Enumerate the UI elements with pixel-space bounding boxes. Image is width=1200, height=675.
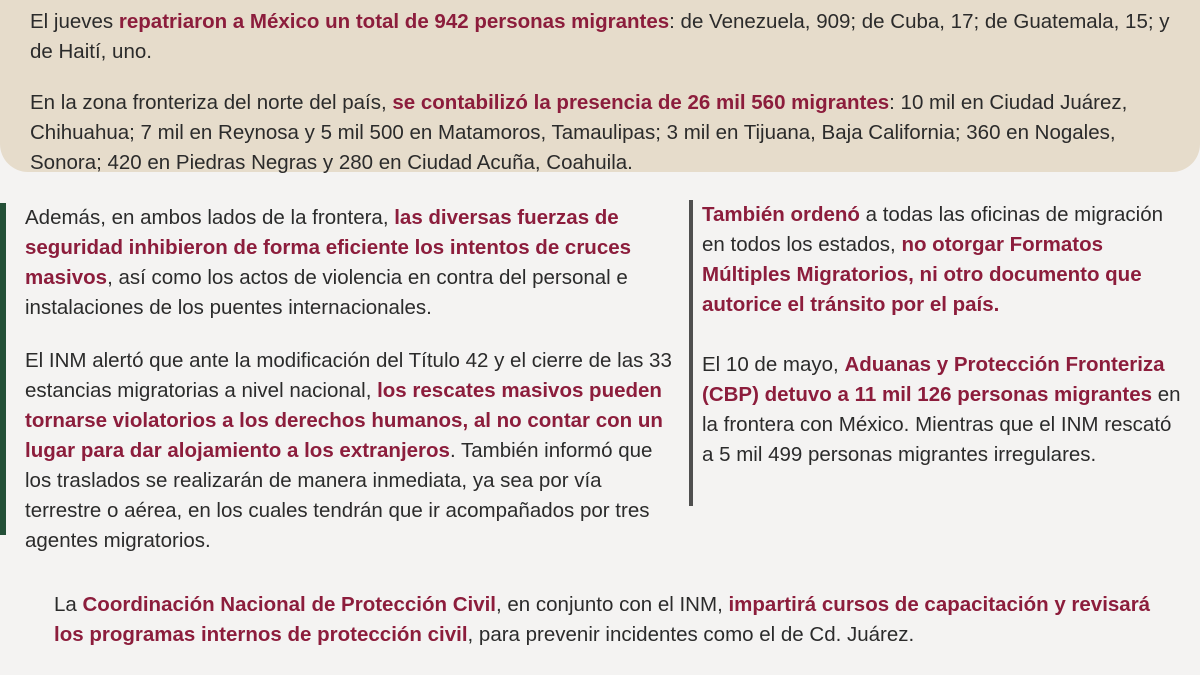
text: El INM alertó que ante la modificación del Título 42 y el cierre de las 33 estancias migratorias a nivel nacional, <box>25 349 672 402</box>
highlight-text: También ordenó <box>702 203 860 226</box>
text: La <box>54 593 83 616</box>
text: El 10 de mayo, <box>702 353 845 376</box>
text: Además, en ambos lados de la frontera, <box>25 206 395 229</box>
highlight-text: repatriaron a México un total de 942 personas migrantes <box>118 10 670 33</box>
text: El jueves <box>30 10 119 33</box>
highlight-text: Coordinación Nacional de Protección Civil <box>82 593 496 616</box>
text: , así como los actos de violencia en contra del personal e instalaciones de los puentes internacionales. <box>25 266 628 319</box>
right-accent-bar <box>689 200 693 506</box>
text: . También informó que los traslados se realizarán de manera inmediata, ya sea por vía terrestre o aérea, en los cuales tendrán que ir acompañados por tres agentes migratorios. <box>25 439 653 552</box>
border-presence-paragraph <box>30 88 1190 178</box>
text: , para prevenir incidentes como el de Cd. Juárez. <box>467 623 915 646</box>
highlight-text: no otorgar Formatos Múltiples Migratorios, ni otro documento que autorice el tránsito por el país. <box>702 233 1142 316</box>
left-accent-bar <box>0 203 6 535</box>
inm-alert-paragraph <box>25 346 675 556</box>
repatriation-paragraph <box>30 7 1190 67</box>
text: : 10 mil en Ciudad Juárez, Chihuahua; 7 mil en Reynosa y 5 mil 500 en Matamoros, Tamaulipas; 3 mil en Tijuana, Baja California; 360 en Nogales, Sonora; 420 en Piedras Negras y 280 en Ciudad Acuña, Coahuila. <box>30 91 1128 174</box>
highlight-text: las diversas fuerzas de seguridad inhibieron de forma eficiente los intentos de cruces masivos <box>25 206 632 289</box>
security-forces-paragraph <box>25 203 665 323</box>
text: , en conjunto con el INM, <box>496 593 729 616</box>
highlight-text: se contabilizó la presencia de 26 mil 560 migrantes <box>392 91 890 114</box>
civil-protection-paragraph <box>54 590 1174 650</box>
text: En la zona fronteriza del norte del país, <box>30 91 393 114</box>
highlight-text: los rescates masivos pueden tornarse violatorios a los derechos humanos, al no contar con un lugar para dar alojamiento a los extranjeros <box>25 379 663 462</box>
text: a todas las oficinas de migración en todos los estados, <box>702 203 1164 256</box>
text: en la frontera con México. Mientras que el INM rescató a 5 mil 499 personas migrantes irregulares. <box>702 383 1181 466</box>
order-paragraph <box>702 200 1182 320</box>
cbp-paragraph <box>702 350 1182 470</box>
highlight-text: impartirá cursos de capacitación y revisará los programas internos de protección civil <box>54 593 1151 646</box>
highlight-text: Aduanas y Protección Fronteriza (CBP) detuvo a 11 mil 126 personas migrantes <box>702 353 1165 406</box>
text: : de Venezuela, 909; de Cuba, 17; de Guatemala, 15; y de Haití, uno. <box>30 10 1170 63</box>
